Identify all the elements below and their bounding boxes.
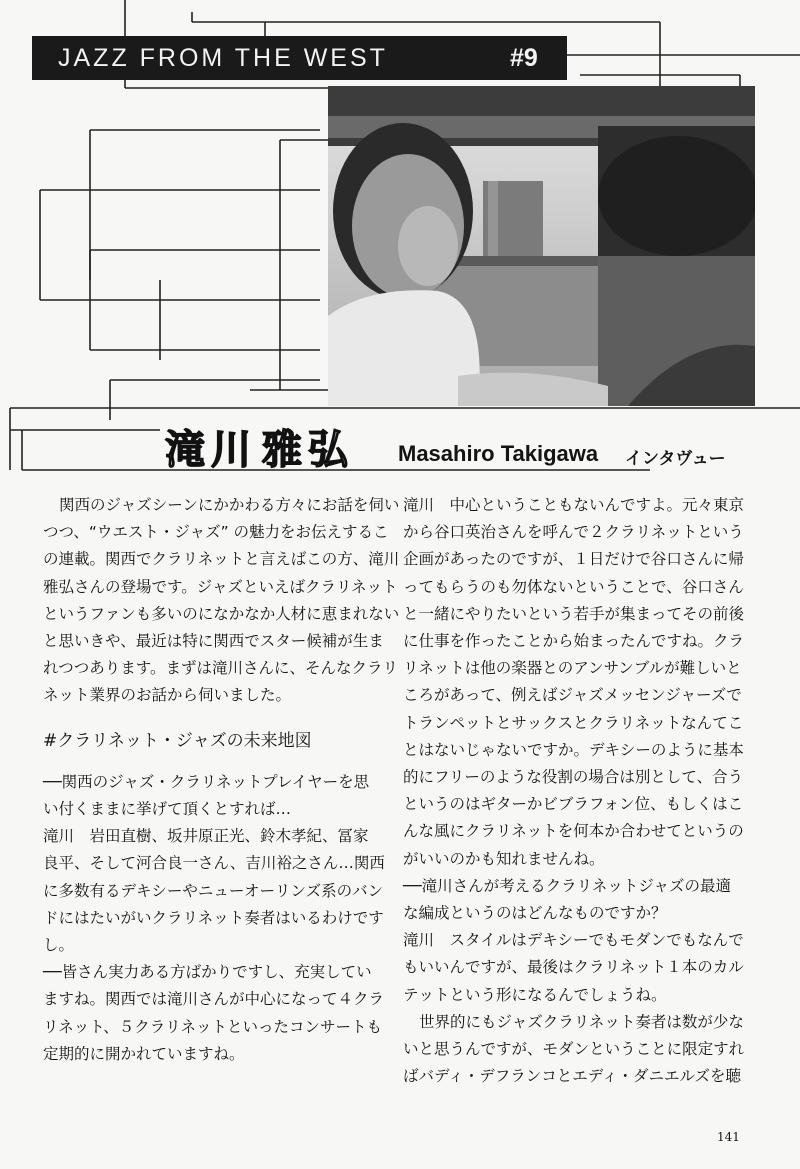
paragraph-line: もいいんですが、最後はクラリネット１本のカル	[403, 958, 744, 977]
paragraph-line: ──滝川さんが考えるクラリネットジャズの最適	[403, 876, 732, 895]
name-japanese-given: 雅弘	[262, 426, 354, 473]
paragraph-line: と一緒にやりたいという若手が集まってその前後	[403, 604, 745, 623]
paragraph-line: 滝川 スタイルはデキシーでもモダンでもなんで	[403, 931, 744, 950]
paragraph-line: の連載。関西でクラリネットと言えばこの方、滝川	[43, 550, 400, 569]
paragraph-line: ──関西のジャズ・クラリネットプレイヤーを思	[43, 772, 370, 791]
paragraph-line: ネット業界のお話から伺いました。	[43, 686, 292, 705]
paragraph-line: し。	[43, 936, 75, 955]
paragraph-line: に仕事を作ったことから始まったんですね。クラ	[403, 632, 745, 651]
paragraph-line: 滝川 中心ということもないんですよ。元々東京	[403, 496, 745, 514]
portrait-photo	[328, 86, 755, 406]
article-type-label: インタヴュー	[625, 449, 726, 469]
paragraph-line: というファンも多いのになかなか人材に恵まれない	[43, 604, 400, 623]
page-number: 141	[717, 1130, 740, 1144]
paragraph-line: い付くままに挙げて頂くとすれば…	[43, 800, 292, 819]
paragraph-line: と思いきや、最近は特に関西でスター候補が生ま	[43, 632, 384, 651]
paragraph-line: というのはギターかビブラフォン位、もしくはこ	[403, 795, 744, 814]
paragraph-line: 世界的にもジャズクラリネット奏者は数が少な	[419, 1012, 744, 1031]
paragraph-line: から谷口英治さんを呼んで２クラリネットという	[403, 523, 744, 542]
paragraph-line: とはないじゃないですか。デキシーのように基本	[403, 740, 744, 759]
paragraph-line: 的にフリーのような役割の場合は別として、合う	[403, 768, 744, 787]
paragraph-line: 企画があったのですが、１日だけで谷口さんに帰	[403, 550, 744, 569]
paragraph-line: いと思うんですが、モダンということに限定すれ	[403, 1040, 745, 1059]
text-column-right	[403, 492, 748, 1090]
paragraph-line: トランペットとサックスとクラリネットなんてこ	[403, 713, 744, 732]
paragraph-line: な編成というのはどんなものですか？	[403, 904, 667, 923]
paragraph-line: んな風にクラリネットを何本か合わせてというの	[403, 822, 744, 841]
paragraph-line: ドにはたいがいクラリネット奏者はいるわけです	[43, 908, 384, 927]
section-heading: #クラリネット・ジャズの未来地図	[43, 730, 312, 751]
issue-number: #9	[510, 44, 538, 72]
paragraph-line: つつ、“ウエスト・ジャズ” の魅力をお伝えするこ	[43, 523, 389, 542]
name-english: Masahiro Takigawa	[398, 441, 599, 466]
paragraph-line: 滝川 岩田直樹、坂井原正光、鈴木孝紀、冨家	[43, 827, 369, 846]
name-japanese-family: 滝川	[165, 426, 257, 473]
paragraph-line: 関西のジャズシーンにかかわる方々にお話を伺い	[59, 496, 400, 514]
paragraph-line: ──皆さん実力ある方ばかりですし、充実してい	[43, 963, 372, 982]
portrait-photo-image	[328, 86, 755, 406]
paragraph-line: 良平、そして河合良一さん、吉川裕之さん…関西	[43, 854, 385, 873]
paragraph-line: ころがあって、例えばジャズメッセンジャーズで	[403, 686, 742, 705]
text-column-left	[43, 492, 400, 1068]
paragraph-line: リネットは他の楽器とのアンサンブルが難しいと	[403, 659, 742, 678]
paragraph-line: がいいのかも知れませんね。	[403, 849, 605, 868]
paragraph-line: 雅弘さんの登場です。ジャズといえばクラリネット	[43, 577, 398, 596]
series-title: JAZZ FROM THE WEST	[58, 44, 388, 72]
paragraph-line: に多数有るデキシーやニューオーリンズ系のバン	[43, 881, 384, 900]
paragraph-line: リネット、５クラリネットといったコンサートも	[43, 1017, 382, 1036]
paragraph-line: 定期的に開かれていますね。	[43, 1044, 245, 1063]
paragraph-line: ますね。関西では滝川さんが中心になって４クラ	[43, 990, 385, 1009]
paragraph-line: ってもらうのも勿体ないということで、谷口さん	[403, 577, 744, 596]
paragraph-line: れつつあります。まずは滝川さんに、そんなクラリ	[43, 659, 398, 678]
paragraph-line: ばバディ・デフランコとエディ・ダニエルズを聴	[403, 1067, 742, 1086]
paragraph-line: テットという形になるんでしょうね。	[403, 985, 667, 1004]
